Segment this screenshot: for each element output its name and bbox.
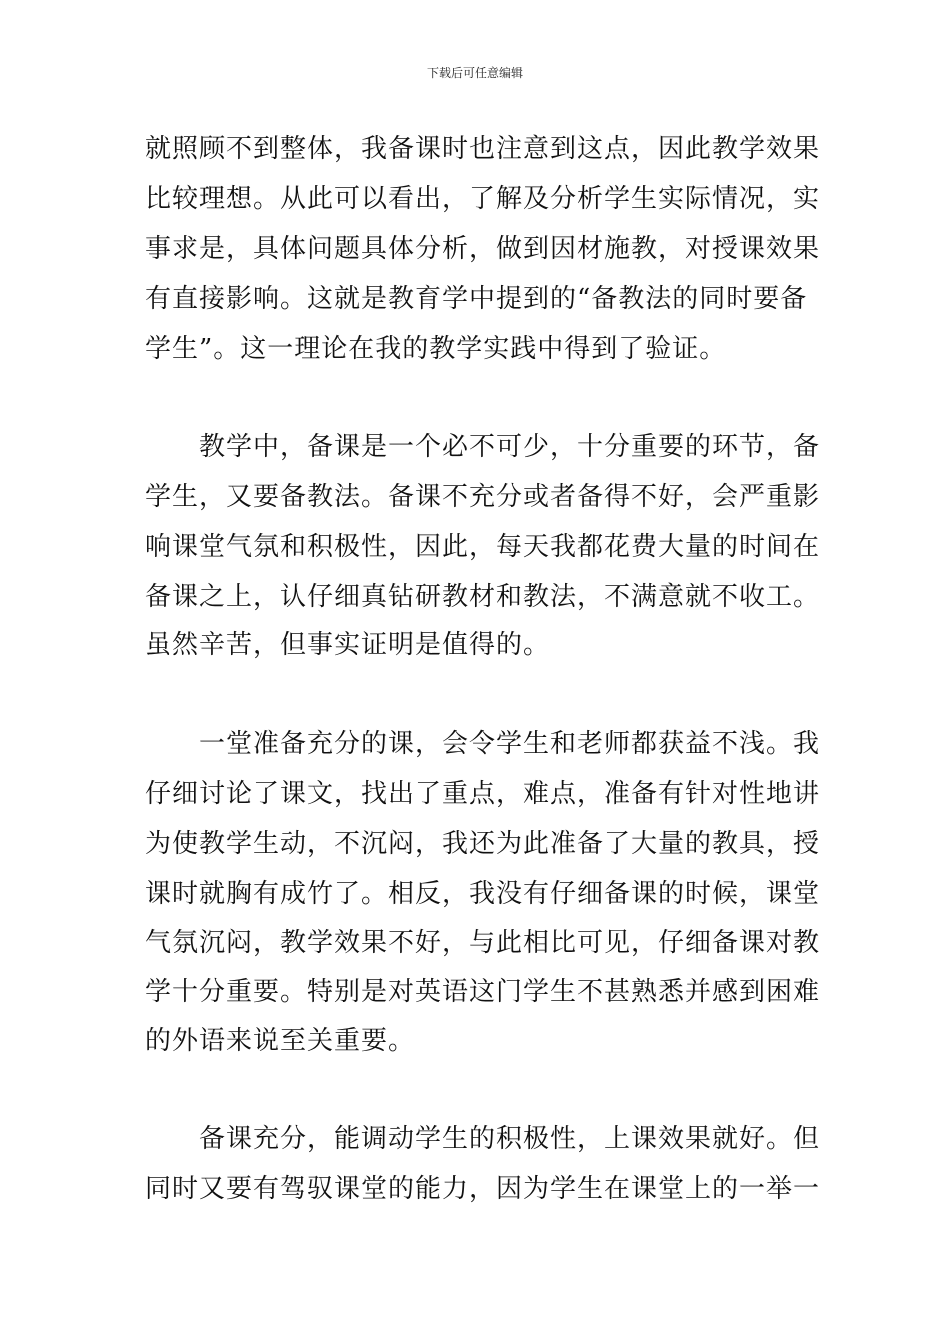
paragraph-line: 事求是，具体问题具体分析，做到因材施教，对授课效果 [145, 234, 821, 264]
paragraph-line: 比较理想。从此可以看出，了解及分析学生实际情况，实 [145, 184, 821, 214]
paragraph-line: 学生”。这一理论在我的教学实践中得到了验证。 [145, 334, 727, 364]
paragraph-line: 气氛沉闷，教学效果不好，与此相比可见，仔细备课对教 [145, 928, 821, 958]
paragraph-line: 响课堂气氛和积极性，因此，每天我都花费大量的时间在 [145, 532, 821, 562]
paragraph-line: 为使教学生动，不沉闷，我还为此准备了大量的教具，授 [145, 829, 821, 859]
paragraph-line: 虽然辛苦，但事实证明是值得的。 [145, 630, 551, 660]
paragraph-line: 同时又要有驾驭课堂的能力，因为学生在课堂上的一举一 [145, 1174, 821, 1204]
paragraph-line: 课时就胸有成竹了。相反，我没有仔细备课的时候，课堂 [145, 879, 821, 909]
paragraph-line: 学生，又要备教法。备课不充分或者备得不好，会严重影 [145, 482, 821, 512]
paragraph-line: 有直接影响。这就是教育学中提到的“备教法的同时要备 [145, 284, 808, 314]
paragraph-line: 就照顾不到整体，我备课时也注意到这点，因此教学效果 [145, 134, 821, 164]
paragraph-line: 仔细讨论了课文，找出了重点，难点，准备有针对性地讲 [145, 779, 821, 809]
paragraph-line: 备课充分，能调动学生的积极性，上课效果就好。但 [145, 1124, 821, 1154]
paragraph-line: 教学中，备课是一个必不可少，十分重要的环节，备 [145, 432, 821, 462]
page-header: 下载后可任意编辑 [426, 66, 523, 80]
paragraph-line: 学十分重要。特别是对英语这门学生不甚熟悉并感到困难 [145, 977, 821, 1007]
paragraph-line: 的外语来说至关重要。 [145, 1026, 416, 1056]
paragraph-line: 一堂准备充分的课，会令学生和老师都获益不浅。我 [145, 729, 821, 759]
paragraph-line: 备课之上，认仔细真钻研教材和教法，不满意就不收工。 [145, 582, 821, 612]
